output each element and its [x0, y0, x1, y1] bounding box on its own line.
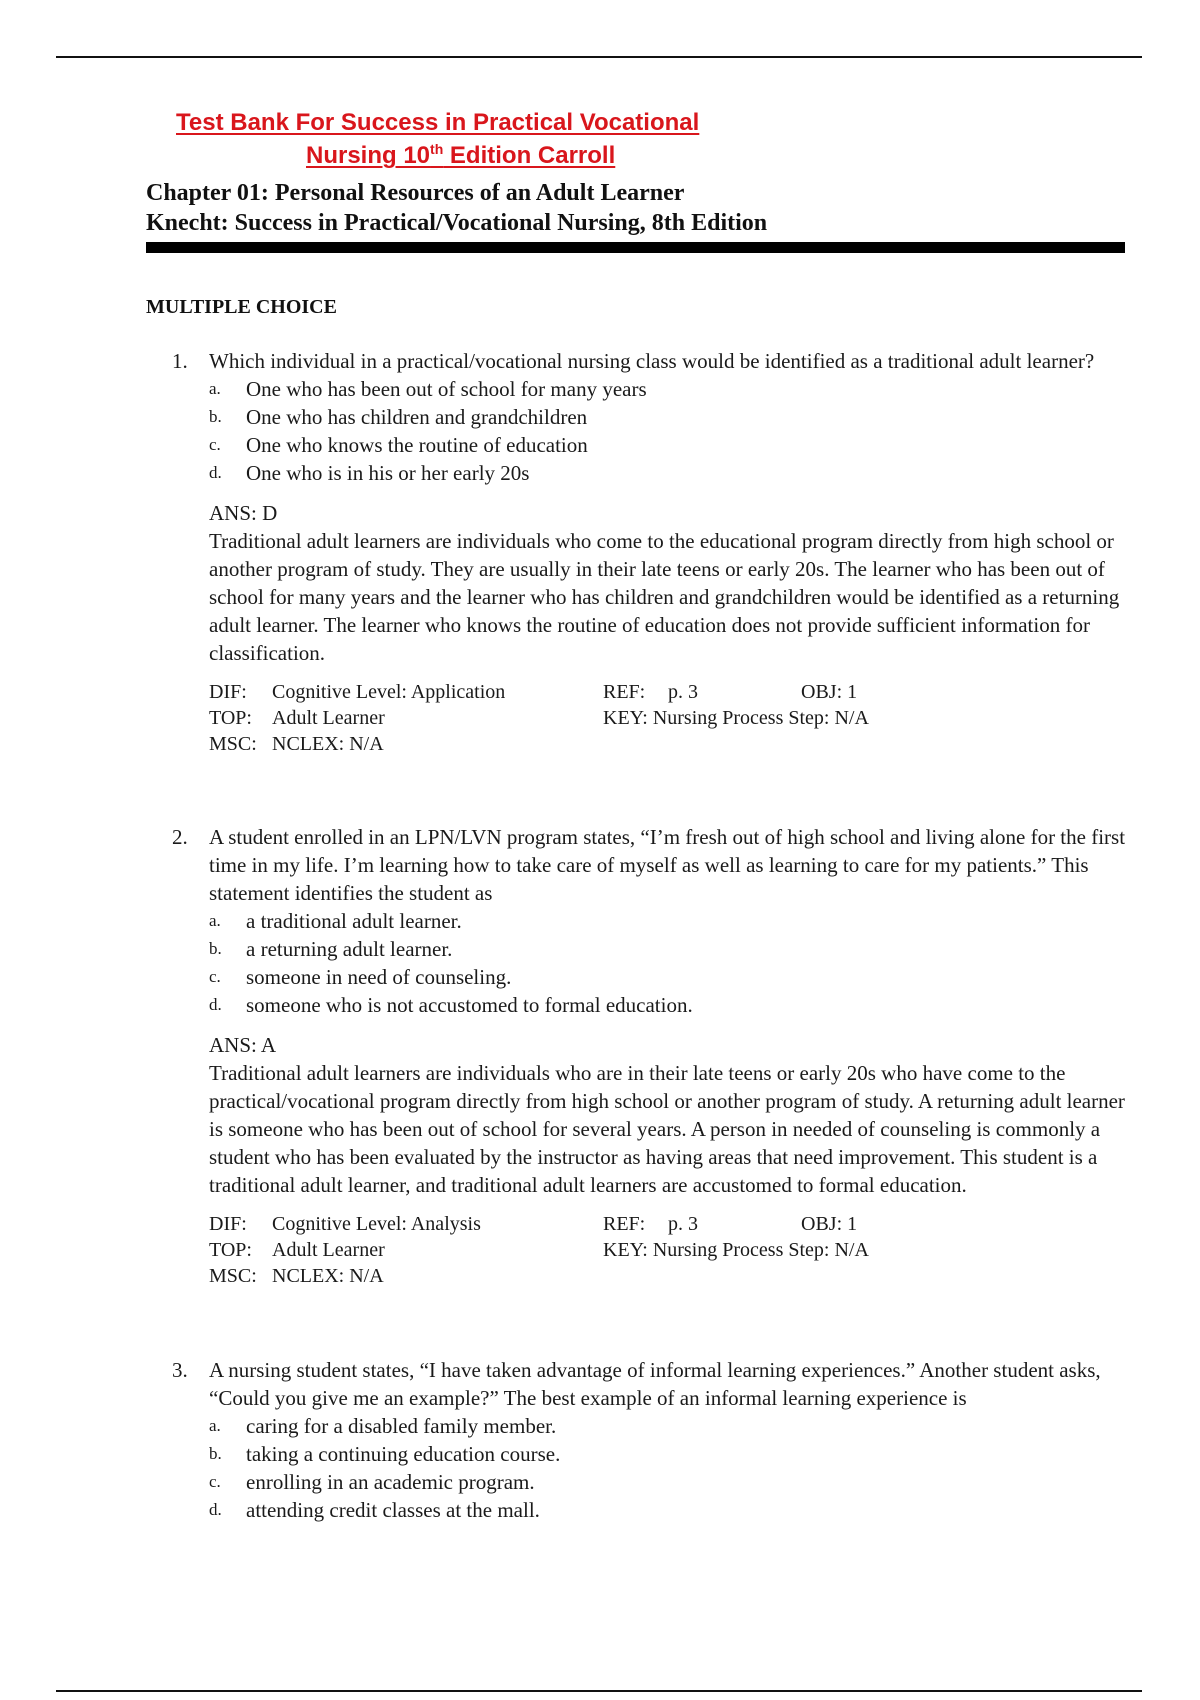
option-d: d. someone who is not accustomed to formal education.: [209, 993, 693, 1017]
question-metadata: DIF: Cognitive Level: Application REF: p. 3 OBJ: 1 TOP: Adult Learner KEY: Nursing Process Step: N/A MSC: NCLEX: N/A: [209, 681, 869, 755]
option-c: c. One who knows the routine of education: [209, 433, 588, 457]
section-title: MULTIPLE CHOICE: [146, 296, 337, 318]
option-c: c. enrolling in an academic program.: [209, 1470, 535, 1494]
answer-block: [209, 499, 1126, 667]
question-3: [146, 1356, 1126, 1524]
option-a: a. caring for a disabled family member.: [209, 1414, 557, 1438]
chapter-title: Chapter 01: Personal Resources of an Adult Learner: [146, 180, 685, 206]
option-list: [209, 375, 1126, 487]
question-stem: Which individual in a practical/vocational nursing class would be identified as a traditional adult learner?: [209, 349, 1095, 373]
question-stem: A student enrolled in an LPN/LVN program states, “I’m fresh out of high school and living alone for the first time in my life. I’m learning how to take care of myself as well as learning to care for my patients.” This statement identifies the student as: [209, 825, 1126, 905]
document-title-line2: Nursing 10th Edition Carroll: [306, 141, 616, 169]
document-title-line1: Test Bank For Success in Practical Vocational: [176, 109, 700, 136]
answer-key: ANS: A: [209, 1033, 277, 1057]
option-a: a. One who has been out of school for many years: [209, 377, 647, 401]
question-metadata: DIF: Cognitive Level: Analysis REF: p. 3 OBJ: 1 TOP: Adult Learner KEY: Nursing Process Step: N/A MSC: NCLEX: N/A: [209, 1213, 869, 1287]
option-c: c. someone in need of counseling.: [209, 965, 512, 989]
answer-key: ANS: D: [209, 501, 278, 525]
option-b: b. One who has children and grandchildren: [209, 405, 588, 429]
question-number: 1.: [172, 349, 188, 373]
top-rule: [56, 56, 1142, 58]
option-a: a. a traditional adult learner.: [209, 909, 462, 933]
option-list: [209, 1412, 1126, 1524]
option-b: b. a returning adult learner.: [209, 937, 453, 961]
question-2: [146, 823, 1126, 1289]
question-number: 2.: [172, 825, 188, 849]
question-stem: A nursing student states, “I have taken advantage of informal learning experiences.” Another student asks, “Could you give me an example?” The best example of an informal learning experience is: [209, 1358, 1101, 1410]
rationale: Traditional adult learners are individuals who are in their late teens or early 20s who have come to the practical/vocational program directly from high school or another program of study. A returning adult learner is someone who has been out of school for several years. A person in needed of counseling is commonly a student who has been evaluated by the instructor as having areas that need improvement. This student is a traditional adult learner, and traditional adult learners are accustomed to formal education.: [209, 1061, 1125, 1197]
rationale: Traditional adult learners are individuals who come to the educational program directly from high school or another program of study. They are usually in their late teens or early 20s. The learner who has been out of school for many years and the learner who has children and grandchildren would be identified as a returning adult learner. The learner who knows the routine of education does not provide sufficient information for classification.: [209, 529, 1120, 665]
answer-block: [209, 1031, 1126, 1199]
option-b: b. taking a continuing education course.: [209, 1442, 561, 1466]
header-divider: [146, 242, 1125, 253]
bottom-rule: [56, 1690, 1142, 1692]
question-number: 3.: [172, 1358, 188, 1382]
option-list: [209, 907, 1126, 1019]
option-d: d. One who is in his or her early 20s: [209, 461, 530, 485]
option-d: d. attending credit classes at the mall.: [209, 1498, 540, 1522]
book-title: Knecht: Success in Practical/Vocational Nursing, 8th Edition: [146, 210, 768, 236]
question-1: [146, 347, 1126, 757]
